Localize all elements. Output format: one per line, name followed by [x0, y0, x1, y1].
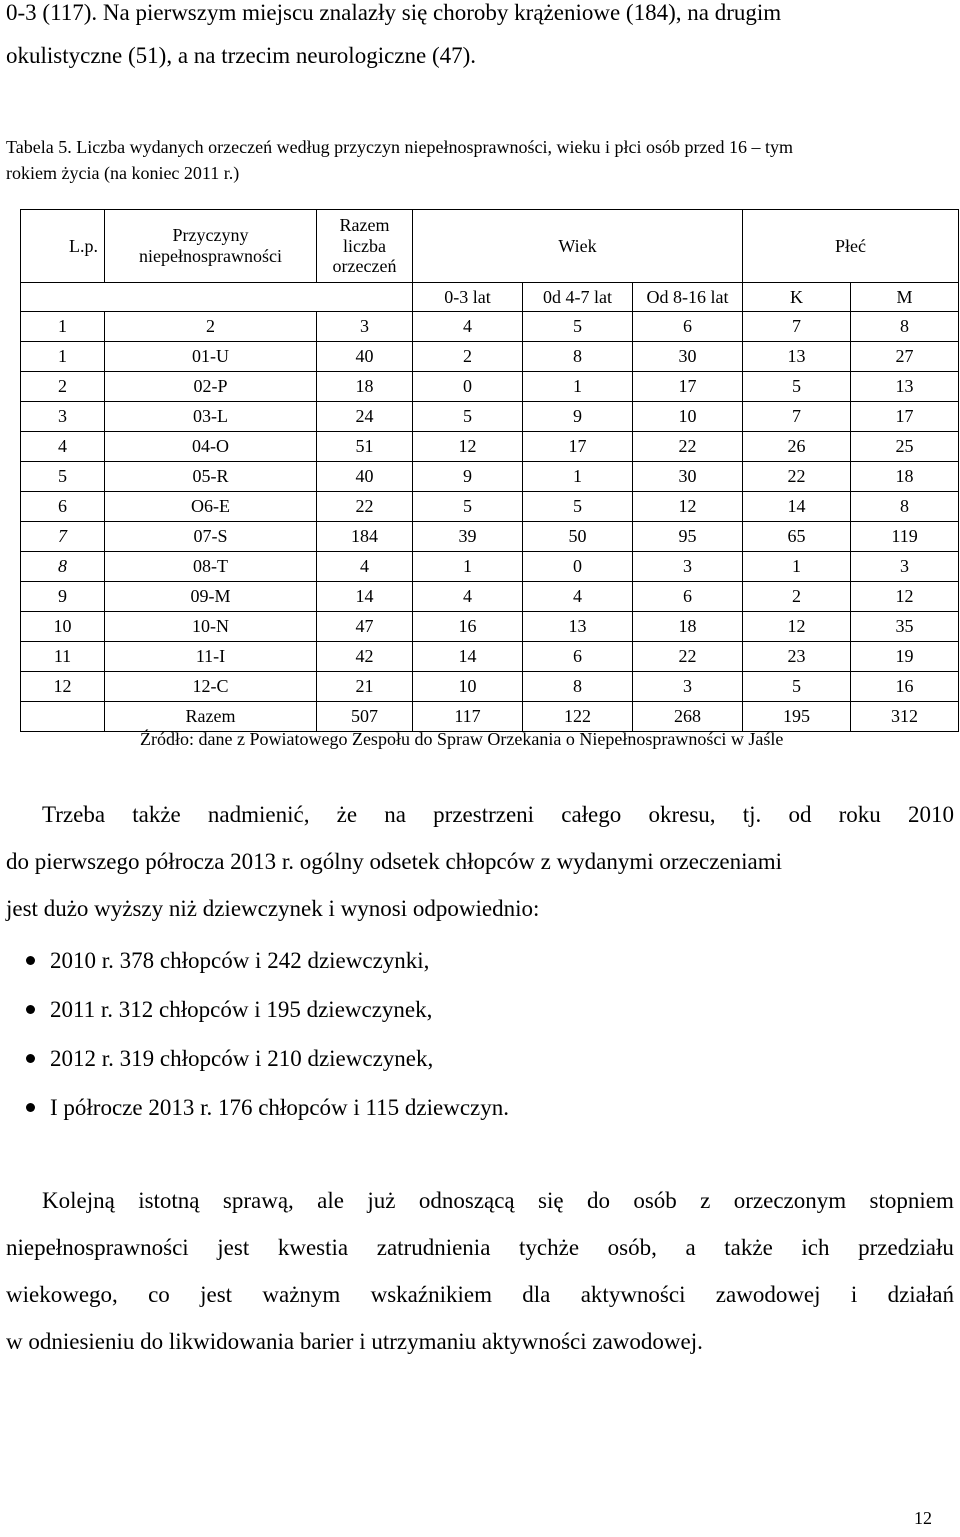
table-row-cell: 5 — [21, 462, 105, 492]
column-number-row-cell: 3 — [317, 312, 413, 342]
paragraph-1-line-3-text: jest dużo wyższy niż dziewczynek i wynosi odpowiednio: — [6, 896, 540, 921]
table-row-cell: 3 — [21, 402, 105, 432]
table-total-cell: 312 — [851, 702, 959, 732]
table-row — [21, 462, 959, 492]
table-row-cell: 5 — [743, 672, 851, 702]
table-row-cell: 42 — [317, 642, 413, 672]
word: ich — [801, 1235, 830, 1260]
word: istotną — [138, 1188, 200, 1213]
bullet-text: 2011 r. 312 chłopców i 195 dziewczynek, — [50, 997, 433, 1022]
table-total-row — [21, 702, 959, 732]
table-row-cell: O6-E — [105, 492, 317, 522]
table-row-cell: 22 — [633, 432, 743, 462]
word: dla — [522, 1282, 551, 1307]
table-row-cell: 7 — [21, 522, 105, 552]
header-age-8-16: Od 8-16 lat — [633, 283, 743, 312]
table-row-cell: 3 — [851, 552, 959, 582]
table-row-cell: 27 — [851, 342, 959, 372]
table-row-cell: 40 — [317, 462, 413, 492]
word: nadmienić, — [207, 802, 310, 827]
word: osób, — [607, 1235, 657, 1260]
paragraph-2-line-4-text: w odniesieniu do likwidowania barier i utrzymaniu aktywności zawodowej. — [6, 1329, 703, 1354]
word: że — [336, 802, 358, 827]
table-row-cell: 119 — [851, 522, 959, 552]
table-row-cell: 18 — [317, 372, 413, 402]
word: się — [538, 1188, 564, 1213]
table-row-cell: 6 — [523, 642, 633, 672]
word: orzeczonym — [733, 1188, 847, 1213]
header-gender-k: K — [743, 283, 851, 312]
table-row-cell: 04-O — [105, 432, 317, 462]
table-row — [21, 522, 959, 552]
table-row-cell: 12-C — [105, 672, 317, 702]
table-row-cell: 3 — [633, 672, 743, 702]
paragraph-1-line-3 — [6, 885, 954, 932]
table-row-cell: 1 — [523, 372, 633, 402]
table-row-cell: 03-L — [105, 402, 317, 432]
header-lp: L.p. — [21, 210, 105, 283]
table-row-cell: 13 — [523, 612, 633, 642]
word: jest — [217, 1235, 250, 1260]
table-total-cell: 268 — [633, 702, 743, 732]
table-row-cell: 12 — [21, 672, 105, 702]
table-row-cell: 16 — [851, 672, 959, 702]
bullet-item — [26, 1034, 509, 1083]
table-row-cell: 40 — [317, 342, 413, 372]
table-row-cell: 1 — [413, 552, 523, 582]
table-row-cell: 12 — [743, 612, 851, 642]
header-age-0-3: 0-3 lat — [413, 283, 523, 312]
table-row-cell: 08-T — [105, 552, 317, 582]
table-row-cell: 19 — [851, 642, 959, 672]
table-row-cell: 9 — [413, 462, 523, 492]
paragraph-2 — [6, 1177, 954, 1365]
bullet-text: 2010 r. 378 chłopców i 242 dziewczynki, — [50, 948, 430, 973]
table-row — [21, 552, 959, 582]
table-row-cell: 5 — [413, 492, 523, 522]
bullet-dot-icon — [26, 956, 35, 965]
column-number-row-cell: 2 — [105, 312, 317, 342]
word: Kolejną — [42, 1188, 115, 1213]
header-wiek: Wiek — [413, 210, 743, 283]
table-row-cell: 22 — [633, 642, 743, 672]
table-row-cell: 18 — [633, 612, 743, 642]
table-row-cell: 12 — [413, 432, 523, 462]
table-row-cell: 13 — [743, 342, 851, 372]
column-number-row-cell: 7 — [743, 312, 851, 342]
table-row-cell: 2 — [21, 372, 105, 402]
intro-line-2: okulistyczne (51), a na trzecim neurologiczne (47). — [6, 43, 477, 68]
table-row — [21, 342, 959, 372]
table-row-cell: 14 — [743, 492, 851, 522]
table-row-cell: 18 — [851, 462, 959, 492]
word: z — [700, 1188, 711, 1213]
word: wiekowego, — [6, 1282, 118, 1307]
table-row-cell: 11-I — [105, 642, 317, 672]
word: i — [850, 1282, 858, 1307]
column-number-row — [21, 312, 959, 342]
bullet-item — [26, 985, 509, 1034]
table-row-cell: 1 — [523, 462, 633, 492]
table-row-cell: 8 — [851, 492, 959, 522]
table-row-cell: 4 — [317, 552, 413, 582]
table-row — [21, 582, 959, 612]
table-row-cell: 95 — [633, 522, 743, 552]
table-row — [21, 672, 959, 702]
word: osób — [633, 1188, 677, 1213]
table-row-cell: 10 — [633, 402, 743, 432]
table-row — [21, 402, 959, 432]
table-row-cell: 12 — [851, 582, 959, 612]
table-row-cell: 5 — [523, 492, 633, 522]
table-row-cell: 4 — [523, 582, 633, 612]
word: okresu, — [648, 802, 716, 827]
table-row-cell: 39 — [413, 522, 523, 552]
table-row-cell: 09-M — [105, 582, 317, 612]
table-row-cell: 6 — [633, 582, 743, 612]
word: ale — [317, 1188, 344, 1213]
table-row — [21, 642, 959, 672]
table-row-cell: 1 — [743, 552, 851, 582]
table-row-cell: 35 — [851, 612, 959, 642]
header-age-4-7: 0d 4-7 lat — [523, 283, 633, 312]
table-row-cell: 184 — [317, 522, 413, 552]
table-row-cell: 02-P — [105, 372, 317, 402]
word: także — [724, 1235, 773, 1260]
table-total-cell: 507 — [317, 702, 413, 732]
table-row-cell: 26 — [743, 432, 851, 462]
word: co — [148, 1282, 170, 1307]
word: tychże — [519, 1235, 580, 1260]
table-row-cell: 17 — [851, 402, 959, 432]
word: od — [788, 802, 812, 827]
table-row — [21, 372, 959, 402]
word: także — [132, 802, 181, 827]
word: przedziału — [858, 1235, 954, 1260]
table-row-cell: 13 — [851, 372, 959, 402]
table-row-cell: 24 — [317, 402, 413, 432]
table-row-cell: 5 — [413, 402, 523, 432]
data-table — [20, 209, 959, 732]
table-row-cell: 16 — [413, 612, 523, 642]
word: do — [586, 1188, 610, 1213]
word: całego — [561, 802, 622, 827]
column-number-row-cell: 8 — [851, 312, 959, 342]
table-row-cell: 51 — [317, 432, 413, 462]
word: działań — [887, 1282, 954, 1307]
table-row-cell: 14 — [317, 582, 413, 612]
table-row-cell: 2 — [413, 342, 523, 372]
word: sprawą, — [222, 1188, 294, 1213]
table-total-cell: Razem — [105, 702, 317, 732]
table-row-cell: 12 — [633, 492, 743, 522]
paragraph-1-line-2 — [6, 838, 954, 885]
table-row — [21, 492, 959, 522]
header-plec: Płeć — [743, 210, 959, 283]
table-row-cell: 30 — [633, 462, 743, 492]
table-row-cell: 0 — [523, 552, 633, 582]
table-row-cell: 22 — [743, 462, 851, 492]
table-row-cell: 8 — [523, 672, 633, 702]
table-caption-line-2: rokiem życia (na koniec 2011 r.) — [6, 163, 240, 183]
column-number-row-cell: 4 — [413, 312, 523, 342]
word: już — [367, 1188, 396, 1213]
paragraph-2-line-1 — [6, 1177, 954, 1224]
table-row-cell: 4 — [21, 432, 105, 462]
table-total-cell: 195 — [743, 702, 851, 732]
table-row — [21, 612, 959, 642]
paragraph-2-line-2 — [6, 1224, 954, 1271]
table-row-cell: 2 — [743, 582, 851, 612]
table-row-cell: 50 — [523, 522, 633, 552]
word: aktywności — [580, 1282, 686, 1307]
table-row-cell: 5 — [743, 372, 851, 402]
column-number-row-cell: 6 — [633, 312, 743, 342]
intro-line-1: 0-3 (117). Na pierwszym miejscu znalazły się choroby krążeniowe (184), na drugim — [6, 0, 782, 25]
table-row-cell: 17 — [523, 432, 633, 462]
table-row-cell: 8 — [523, 342, 633, 372]
table-row-cell: 22 — [317, 492, 413, 522]
word: a — [685, 1235, 696, 1260]
table-row-cell: 0 — [413, 372, 523, 402]
paragraph-1-line-2-text: do pierwszego półrocza 2013 r. ogólny odsetek chłopców z wydanymi orzeczeniami — [6, 849, 783, 874]
bullet-dot-icon — [26, 1054, 35, 1063]
bullet-list — [26, 936, 509, 1132]
word: stopniem — [869, 1188, 954, 1213]
table-row-cell: 3 — [633, 552, 743, 582]
word: roku — [838, 802, 881, 827]
table-row-cell: 9 — [523, 402, 633, 432]
bullet-item — [26, 1083, 509, 1132]
table-row-cell: 11 — [21, 642, 105, 672]
table-row-cell: 1 — [21, 342, 105, 372]
word: zatrudnienia — [376, 1235, 491, 1260]
table-row-cell: 7 — [743, 402, 851, 432]
table-row-cell: 14 — [413, 642, 523, 672]
bullet-dot-icon — [26, 1103, 35, 1112]
word: zawodowej — [715, 1282, 821, 1307]
table-total-cell: 122 — [523, 702, 633, 732]
bullet-item — [26, 936, 509, 985]
table-row-cell: 10-N — [105, 612, 317, 642]
table-row-cell: 10 — [413, 672, 523, 702]
header-razem: Razem liczba orzeczeń — [317, 210, 413, 283]
table-row-cell: 07-S — [105, 522, 317, 552]
table-caption-line-1: Tabela 5. Liczba wydanych orzeczeń według przyczyn niepełnosprawności, wieku i płci osób przed 16 – tym — [6, 137, 793, 157]
column-number-row-cell: 5 — [523, 312, 633, 342]
word: 2010 — [907, 802, 954, 827]
table-row-cell: 47 — [317, 612, 413, 642]
table-row-cell: 25 — [851, 432, 959, 462]
bullet-dot-icon — [26, 1005, 35, 1014]
bullet-text: I półrocze 2013 r. 176 chłopców i 115 dziewczyn. — [50, 1095, 510, 1120]
header-spacer — [21, 283, 413, 312]
table-row-cell: 21 — [317, 672, 413, 702]
word: tj. — [742, 802, 762, 827]
table-row-cell: 17 — [633, 372, 743, 402]
paragraph-1-line-1 — [6, 791, 954, 838]
word: ważnym — [262, 1282, 341, 1307]
paragraph-1 — [6, 791, 954, 932]
header-przyczyny: Przyczyny niepełnosprawności — [105, 210, 317, 283]
word: Trzeba — [42, 802, 106, 827]
table-source: Źródło: dane z Powiatowego Zespołu do Spraw Orzekania o Niepełnosprawności w Jaśle — [140, 729, 784, 749]
table-row-cell: 9 — [21, 582, 105, 612]
header-gender-m: M — [851, 283, 959, 312]
table-total-cell: 117 — [413, 702, 523, 732]
word: przestrzeni — [433, 802, 535, 827]
table-row-cell: 23 — [743, 642, 851, 672]
column-number-row-cell: 1 — [21, 312, 105, 342]
word: kwestia — [277, 1235, 349, 1260]
page-number: 12 — [914, 1508, 932, 1528]
table-row-cell: 4 — [413, 582, 523, 612]
word: wskaźnikiem — [370, 1282, 492, 1307]
table-row-cell: 01-U — [105, 342, 317, 372]
bullet-text: 2012 r. 319 chłopców i 210 dziewczynek, — [50, 1046, 434, 1071]
word: niepełnosprawności — [6, 1235, 189, 1260]
table-row-cell: 65 — [743, 522, 851, 552]
table-row-cell: 8 — [21, 552, 105, 582]
table-row-cell: 30 — [633, 342, 743, 372]
table-row — [21, 432, 959, 462]
word: na — [384, 802, 406, 827]
word: odnoszącą — [418, 1188, 515, 1213]
paragraph-2-line-4 — [6, 1318, 954, 1365]
table-total-spacer — [21, 702, 105, 732]
table-row-cell: 6 — [21, 492, 105, 522]
paragraph-2-line-3 — [6, 1271, 954, 1318]
table-row-cell: 10 — [21, 612, 105, 642]
table-row-cell: 05-R — [105, 462, 317, 492]
word: jest — [200, 1282, 233, 1307]
